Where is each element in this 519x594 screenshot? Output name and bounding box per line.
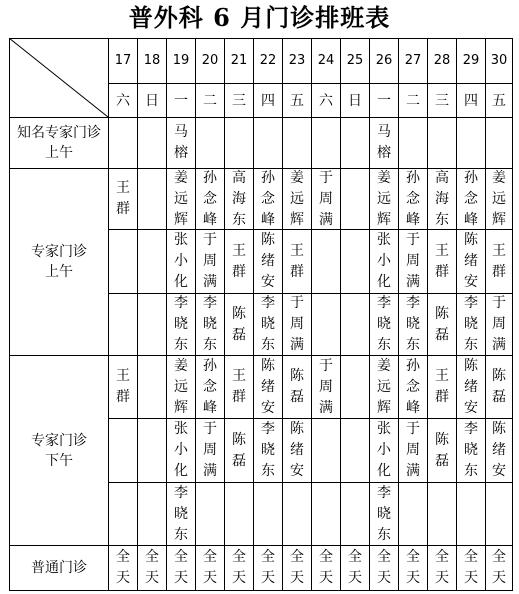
expert-am-cell: 陈 磊: [435, 305, 449, 343]
expert-am-cell: [138, 294, 166, 355]
expert-pm-cell: 陈 磊: [232, 431, 246, 469]
date-header-text: 25: [346, 53, 364, 68]
weekday-header: [254, 84, 282, 117]
weekday-header: [428, 84, 456, 117]
famous-am-cell: [312, 118, 340, 168]
famous-am-cell: [138, 118, 166, 168]
weekday-header: [341, 84, 369, 117]
general-cell: 全 天: [348, 549, 362, 586]
date-header-text: 27: [404, 53, 422, 68]
expert-pm-cell: [196, 483, 224, 545]
expert-am-cell: 张 小 化: [377, 232, 391, 290]
general-cell: 全 天: [174, 549, 188, 586]
date-header: [370, 39, 398, 83]
weekday-header-text: 五: [492, 92, 506, 109]
expert-pm-cell: 姜 远 辉: [174, 357, 188, 416]
general-cell: 全 天: [145, 549, 159, 586]
expert-am-cell: 于 周 满: [203, 232, 217, 290]
expert-am-cell: 李 晓 东: [406, 295, 420, 353]
row-label-famous-am-text: 知名专家门诊: [17, 125, 101, 141]
weekday-header: [138, 84, 166, 117]
general-cell: 全 天: [319, 549, 333, 586]
expert-pm-cell: [341, 356, 369, 418]
expert-pm-cell: [457, 483, 485, 545]
date-header: [457, 39, 485, 83]
weekday-header: [109, 84, 137, 117]
date-header-text: 18: [143, 53, 161, 68]
weekday-header-text: 日: [145, 92, 159, 109]
date-header-text: 26: [375, 53, 393, 68]
expert-am-cell: 高 海 东: [232, 169, 246, 228]
date-header: [167, 39, 195, 83]
date-header-text: 20: [201, 53, 219, 68]
expert-pm-cell: 于 周 满: [203, 421, 217, 479]
expert-pm-cell: 李 晓 东: [377, 484, 391, 543]
expert-am-cell: 陈 绪 安: [261, 232, 275, 290]
famous-am-cell: [457, 118, 485, 168]
date-header: [428, 39, 456, 83]
expert-am-cell: 陈 绪 安: [464, 232, 478, 290]
expert-am-cell: [341, 169, 369, 229]
expert-am-cell: 王 群: [435, 242, 449, 280]
weekday-header-text: 三: [232, 92, 246, 109]
expert-pm-cell: [283, 483, 311, 545]
expert-am-cell: 张 小 化: [174, 232, 188, 290]
expert-am-cell: [312, 294, 340, 355]
expert-pm-cell: [312, 483, 340, 545]
famous-am-cell: [283, 118, 311, 168]
famous-am-cell: [225, 118, 253, 168]
famous-am-cell: [196, 118, 224, 168]
row-label-general-text: 普通门诊: [31, 560, 87, 576]
expert-pm-cell: [341, 483, 369, 545]
expert-pm-cell: 李 晓 东: [261, 421, 275, 479]
date-header: [312, 39, 340, 83]
expert-pm-cell: 于 周 满: [406, 421, 420, 479]
expert-am-cell: 高 海 东: [435, 169, 449, 228]
expert-am-cell: 姜 远 辉: [492, 169, 506, 228]
expert-am-cell: [109, 230, 137, 293]
expert-am-cell: 王 群: [492, 242, 506, 280]
expert-pm-cell: [109, 483, 137, 545]
weekday-header: [167, 84, 195, 117]
expert-am-cell: 陈 磊: [232, 305, 246, 343]
row-label-expert-am-text: 上午: [45, 264, 73, 280]
expert-pm-cell: 陈 磊: [290, 368, 304, 405]
famous-am-cell: [399, 118, 427, 168]
expert-am-cell: 姜 远 辉: [290, 169, 304, 228]
date-header-text: 19: [172, 53, 190, 68]
date-header-text: 23: [288, 53, 306, 68]
weekday-header-text: 二: [203, 92, 217, 109]
weekday-header-text: 五: [290, 92, 304, 109]
expert-am-cell: [138, 230, 166, 293]
date-header-text: 30: [490, 53, 508, 68]
weekday-header: [196, 84, 224, 117]
date-header: [138, 39, 166, 83]
expert-am-cell: 李 晓 东: [174, 295, 188, 353]
expert-pm-cell: 姜 远 辉: [377, 357, 391, 416]
expert-am-cell: 王 群: [232, 242, 246, 280]
weekday-header-text: 三: [435, 92, 449, 109]
expert-pm-cell: [399, 483, 427, 545]
expert-pm-cell: 王 群: [116, 368, 130, 405]
famous-am-cell: [341, 118, 369, 168]
weekday-header: [370, 84, 398, 117]
expert-pm-cell: 李 晓 东: [174, 484, 188, 543]
date-header: [196, 39, 224, 83]
row-label-general: [10, 546, 108, 590]
weekday-header-text: 六: [319, 92, 333, 109]
date-header-text: 21: [230, 53, 248, 68]
expert-pm-cell: 孙 念 峰: [406, 357, 420, 416]
row-label-expert-am-text: 专家门诊: [31, 244, 87, 260]
expert-pm-cell: [138, 356, 166, 418]
weekday-header-text: 一: [174, 92, 188, 109]
expert-pm-cell: 孙 念 峰: [203, 357, 217, 416]
expert-am-cell: 王 群: [290, 242, 304, 280]
expert-am-cell: [138, 169, 166, 229]
weekday-header: [283, 84, 311, 117]
expert-pm-cell: 陈 磊: [492, 368, 506, 405]
expert-am-cell: 于 周 满: [319, 169, 333, 228]
general-cell: 全 天: [406, 549, 420, 586]
expert-am-cell: 于 周 满: [290, 295, 304, 353]
row-label-expert-pm-text: 下午: [45, 452, 73, 469]
general-cell: 全 天: [290, 549, 304, 586]
date-header: [254, 39, 282, 83]
expert-am-cell: 姜 远 辉: [377, 169, 391, 228]
row-label-famous-am: [10, 118, 108, 168]
expert-pm-cell: 陈 绪 安: [290, 421, 304, 479]
expert-am-cell: 王 群: [116, 180, 130, 217]
expert-am-cell: [109, 294, 137, 355]
expert-pm-cell: [109, 419, 137, 482]
weekday-header: [457, 84, 485, 117]
general-cell: 全 天: [435, 549, 449, 586]
expert-am-cell: 姜 远 辉: [174, 169, 188, 228]
general-cell: 全 天: [464, 549, 478, 586]
general-cell: 全 天: [203, 549, 217, 586]
expert-am-cell: 孙 念 峰: [261, 169, 275, 228]
page-title: 普外科 6 月门诊排班表: [128, 3, 391, 32]
expert-pm-cell: 张 小 化: [377, 421, 391, 479]
famous-am-cell: [254, 118, 282, 168]
expert-am-cell: [341, 294, 369, 355]
expert-pm-cell: [486, 483, 512, 545]
row-label-famous-am-text: 上午: [45, 145, 73, 161]
date-header: [283, 39, 311, 83]
expert-pm-cell: 陈 绪 安: [261, 357, 275, 416]
weekday-header-text: 四: [261, 92, 275, 109]
expert-am-cell: 李 晓 东: [261, 295, 275, 353]
general-cell: 全 天: [232, 549, 246, 586]
general-cell: 全 天: [492, 549, 506, 586]
famous-am-cell: [109, 118, 137, 168]
expert-am-cell: [312, 230, 340, 293]
famous-am-cell: 马 榕: [174, 124, 188, 161]
expert-pm-cell: [225, 483, 253, 545]
table-border-bottom: [9, 590, 513, 591]
weekday-header-text: 二: [406, 92, 420, 109]
famous-am-cell: [486, 118, 512, 168]
expert-pm-cell: [312, 419, 340, 482]
expert-pm-cell: 张 小 化: [174, 421, 188, 479]
expert-pm-cell: [138, 419, 166, 482]
expert-pm-cell: [254, 483, 282, 545]
expert-pm-cell: [428, 483, 456, 545]
famous-am-cell: 马 榕: [377, 124, 391, 161]
weekday-header-text: 一: [377, 92, 391, 109]
header-diagonal: [9, 38, 108, 117]
expert-am-cell: 李 晓 东: [464, 295, 478, 353]
expert-pm-cell: [138, 483, 166, 545]
date-header: [109, 39, 137, 83]
table-border-right: [512, 38, 513, 590]
weekday-header-text: 六: [116, 92, 130, 109]
expert-am-cell: 李 晓 东: [377, 295, 391, 353]
expert-pm-cell: 于 周 满: [319, 357, 333, 416]
expert-am-cell: 于 周 满: [406, 232, 420, 290]
expert-am-cell: 李 晓 东: [203, 295, 217, 353]
date-header-text: 29: [462, 53, 480, 68]
famous-am-cell: [428, 118, 456, 168]
expert-pm-cell: 王 群: [435, 368, 449, 405]
date-header: [341, 39, 369, 83]
expert-am-cell: 于 周 满: [492, 295, 506, 353]
date-header-text: 17: [114, 53, 132, 68]
expert-pm-cell: [341, 419, 369, 482]
expert-pm-cell: 陈 磊: [435, 431, 449, 469]
expert-pm-cell: 陈 绪 安: [492, 421, 506, 479]
expert-pm-cell: 陈 绪 安: [464, 357, 478, 416]
weekday-header-text: 四: [464, 92, 478, 109]
general-cell: 全 天: [116, 549, 130, 586]
weekday-header: [312, 84, 340, 117]
expert-am-cell: 孙 念 峰: [406, 169, 420, 228]
expert-am-cell: 孙 念 峰: [203, 169, 217, 228]
general-cell: 全 天: [377, 549, 391, 586]
weekday-header: [225, 84, 253, 117]
expert-pm-cell: 李 晓 东: [464, 421, 478, 479]
row-label-expert-pm-text: 专家门诊: [31, 432, 87, 449]
weekday-header-text: 日: [348, 92, 362, 109]
date-header-text: 22: [259, 53, 277, 68]
expert-am-cell: 孙 念 峰: [464, 169, 478, 228]
weekday-header: [486, 84, 512, 117]
expert-pm-cell: 王 群: [232, 368, 246, 405]
row-label-expert-am: [10, 169, 108, 355]
date-header: [486, 39, 512, 83]
date-header: [399, 39, 427, 83]
weekday-header: [399, 84, 427, 117]
general-cell: 全 天: [261, 549, 275, 586]
date-header-text: 28: [433, 53, 451, 68]
row-label-expert-pm: [10, 356, 108, 545]
date-header: [225, 39, 253, 83]
date-header-text: 24: [317, 53, 335, 68]
expert-am-cell: [341, 230, 369, 293]
